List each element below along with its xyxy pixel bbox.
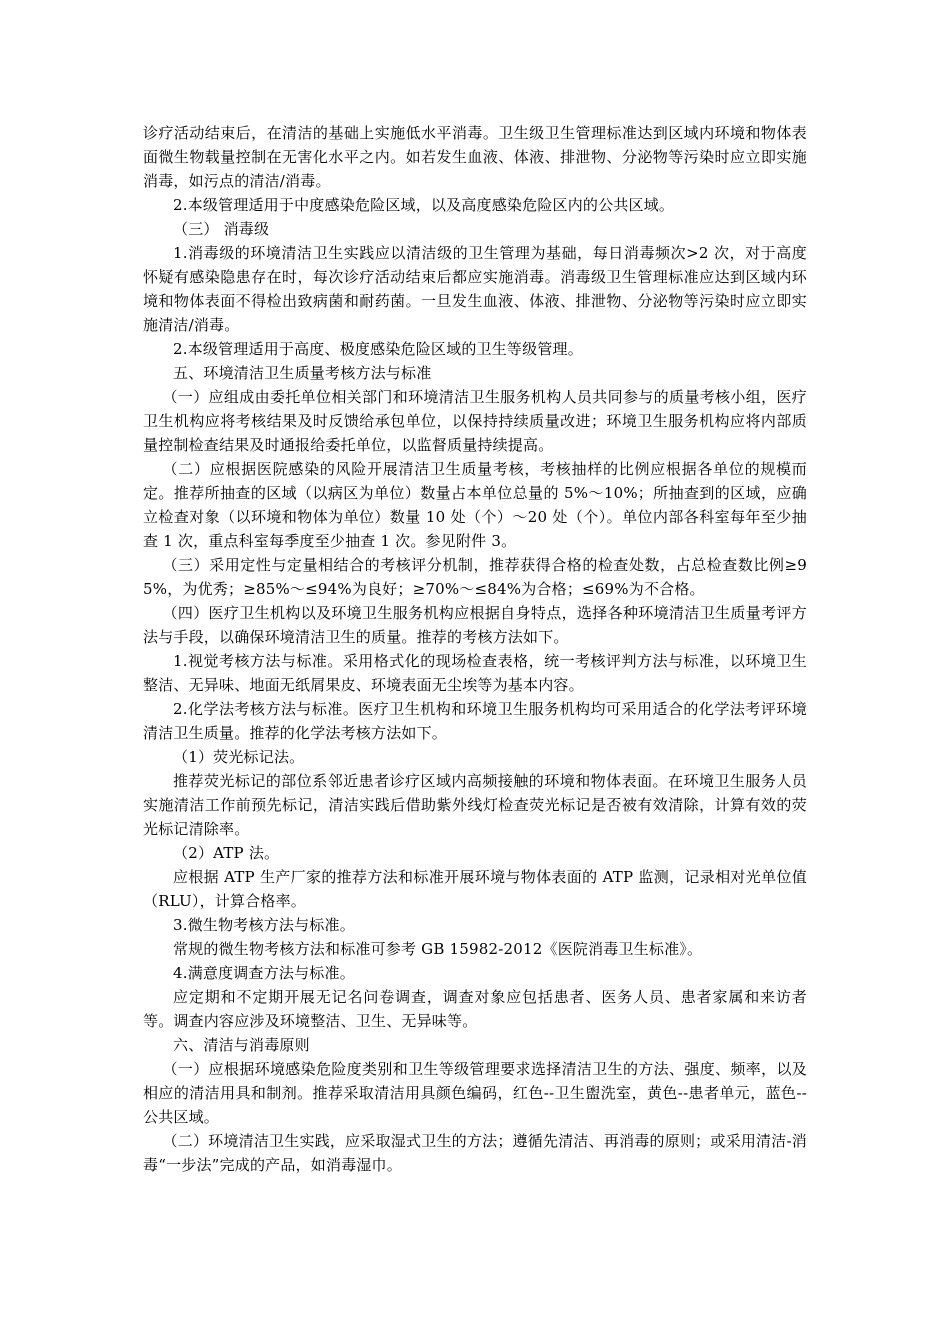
section-heading: 六、清洁与消毒原则 xyxy=(173,1036,310,1054)
subheading: （2）ATP 法。 xyxy=(173,844,280,862)
paragraph: （一）应组成由委托单位相关部门和环境清洁卫生服务机构人员共同参与的质量考核小组，医疗卫生机构应将考核结果及时反馈给承包单位，以保持持续质量改进；环境卫生服务机构应将内部质量控制检查结果及时通报给委托单位，以监督质量持续提高。 xyxy=(143,388,807,454)
paragraph: 2.本级管理适用于中度感染危险区域，以及高度感染危险区内的公共区域。 xyxy=(173,196,675,214)
paragraph: 2.化学法考核方法与标准。医疗卫生机构和环境卫生服务机构均可采用适合的化学法考评环境清洁卫生质量。推荐的化学法考核方法如下。 xyxy=(143,700,807,742)
paragraph: 1.消毒级的环境清洁卫生实践应以清洁级的卫生管理为基础，每日消毒频次>2 次，对于高度怀疑有感染隐患存在时，每次诊疗活动结束后都应实施消毒。消毒级卫生管理标准应达到区域内环境和物体表面不得检出致病菌和耐药菌。一旦发生血液、体液、排泄物、分泌物等污染时应立即实施清洁/消毒。 xyxy=(143,244,807,334)
paragraph: 1.视觉考核方法与标准。采用格式化的现场检查表格，统一考核评判方法与标准，以环境卫生整洁、无异味、地面无纸屑果皮、环境表面无尘埃等为基本内容。 xyxy=(143,652,807,694)
section-heading: （三） 消毒级 xyxy=(173,220,270,238)
subheading: （1）荧光标记法。 xyxy=(173,748,305,766)
subheading: 4.满意度调查方法与标准。 xyxy=(173,964,355,982)
paragraph: 应根据 ATP 生产厂家的推荐方法和标准开展环境与物体表面的 ATP 监测，记录相对光单位值（RLU），计算合格率。 xyxy=(143,868,807,910)
paragraph: （二）应根据医院感染的风险开展清洁卫生质量考核，考核抽样的比例应根据各单位的规模而定。推荐所抽查的区域（以病区为单位）数量占本单位总量的 5%～10%；所抽查到的区域，应确立检查对象（以环境和物体为单位）数量 10 处（个）～20 处（个）。单位内部各科室每年至少抽查 1 次，重点科室每季度至少抽查 1 次。参见附件 3。 xyxy=(143,460,807,550)
paragraph: （三）采用定性与定量相结合的考核评分机制，推荐获得合格的检查处数，占总检查数比例≥95%，为优秀；≥85%～≤94%为良好；≥70%～≤84%为合格；≤69%为不合格。 xyxy=(143,556,807,598)
subheading: 3.微生物考核方法与标准。 xyxy=(173,916,355,934)
document-body xyxy=(143,121,807,1177)
paragraph: （二）环境清洁卫生实践，应采取湿式卫生的方法；遵循先清洁、再消毒的原则；或采用清洁-消毒“一步法”完成的产品，如消毒湿巾。 xyxy=(143,1132,807,1174)
paragraph: （四）医疗卫生机构以及环境卫生服务机构应根据自身特点，选择各种环境清洁卫生质量考评方法与手段，以确保环境清洁卫生的质量。推荐的考核方法如下。 xyxy=(143,604,807,646)
section-heading: 五、环境清洁卫生质量考核方法与标准 xyxy=(173,364,432,382)
paragraph: 诊疗活动结束后，在清洁的基础上实施低水平消毒。卫生级卫生管理标准达到区域内环境和物体表面微生物载量控制在无害化水平之内。如若发生血液、体液、排泄物、分泌物等污染时应立即实施消毒，如污点的清洁/消毒。 xyxy=(143,124,807,190)
paragraph: 应定期和不定期开展无记名问卷调查，调查对象应包括患者、医务人员、患者家属和来访者等。调查内容应涉及环境整洁、卫生、无异味等。 xyxy=(143,988,807,1030)
paragraph: （一）应根据环境感染危险度类别和卫生等级管理要求选择清洁卫生的方法、强度、频率，以及相应的清洁用具和制剂。推荐采取清洁用具颜色编码，红色--卫生盥洗室，黄色--患者单元，蓝色--公共区域。 xyxy=(143,1060,807,1126)
paragraph: 推荐荧光标记的部位系邻近患者诊疗区域内高频接触的环境和物体表面。在环境卫生服务人员实施清洁工作前预先标记，清洁实践后借助紫外线灯检查荧光标记是否被有效清除，计算有效的荧光标记清除率。 xyxy=(143,772,807,838)
paragraph: 常规的微生物考核方法和标准可参考 GB 15982-2012《医院消毒卫生标准》。 xyxy=(173,940,703,958)
paragraph: 2.本级管理适用于高度、极度感染危险区域的卫生等级管理。 xyxy=(173,340,583,358)
